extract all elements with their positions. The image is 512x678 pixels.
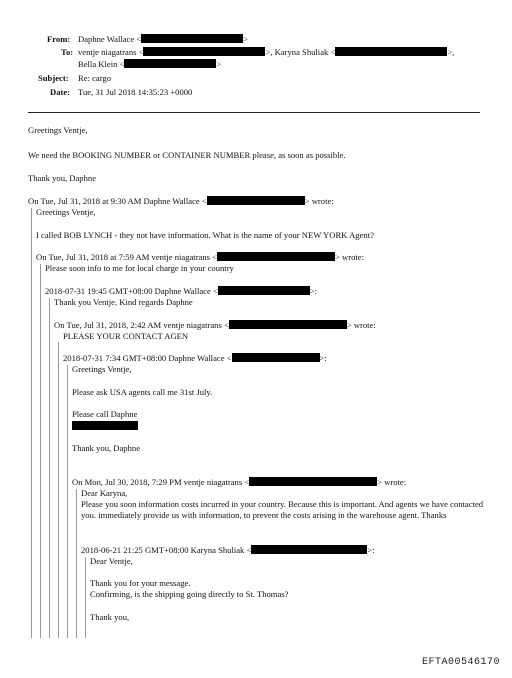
redacted-email xyxy=(335,47,447,56)
document-id: EFTA00546170 xyxy=(421,657,500,668)
quote-bar xyxy=(58,342,59,638)
subject-value: Re: cargo xyxy=(78,73,112,83)
quote-header: On Tue, Jul 31, 2018 at 7:59 AM ventje niagatrans < > wrote: xyxy=(36,252,364,262)
redacted-email xyxy=(249,477,377,486)
redacted-email xyxy=(232,353,320,362)
quote-header: On Tue, Jul 31, 2018, 2:42 AM ventje niagatrans < > wrote: xyxy=(54,320,376,330)
quote-header: 2018-07-31 19:45 GMT+08:00 Daphne Wallace < >: xyxy=(45,286,318,296)
from-line: Daphne Wallace < > xyxy=(78,34,249,44)
quote-bar xyxy=(85,557,86,638)
quote-text: I called BOB LYNCH - they not have information. What is the name of your NEW YORK Agent? xyxy=(36,230,374,240)
redacted-email xyxy=(124,59,216,68)
quote-header: 2018-06-21 21:25 GMT+08:00 Karyna Shuliak < >: xyxy=(81,545,375,555)
body-line: We need the BOOKING NUMBER or CONTAINER NUMBER please, as soon as possible. xyxy=(28,150,346,160)
quote-bar xyxy=(49,298,50,638)
quote-paragraph: Please you soon information costs incurred in your country. Because this is important. And agents we have contacted you. immediately provide us with information, to prevent the costs arising in the warehouse agent. Thanks xyxy=(81,499,484,520)
date-label: Date: xyxy=(50,87,71,97)
quote-bar xyxy=(67,365,68,638)
quote-greeting: Dear Karyna, xyxy=(81,488,128,498)
quote-text: Thank you Ventje, Kind regards Daphne xyxy=(54,297,193,307)
from-value: Daphne Wallace < xyxy=(78,34,142,44)
date-value: Tue, 31 Jul 2018 14:35:23 +0000 xyxy=(78,87,193,97)
quote-text: Please ask USA agents call me 31st July. xyxy=(72,387,213,397)
quote-text: Confirming, is the shipping going directly to St. Thomas? xyxy=(90,589,289,599)
quote-bar xyxy=(40,264,41,638)
to-line: ventje niagatrans < >, Karyna Shuliak < >, xyxy=(78,47,455,57)
quote-header: 2018-07-31 7:34 GMT+08:00 Daphne Wallace < >: xyxy=(63,353,327,363)
quote-header: On Tue, Jul 31, 2018 at 9:30 AM Daphne Wallace < > wrote: xyxy=(28,196,334,206)
quote-thanks: Thank you, Daphne xyxy=(72,443,141,453)
quote-header: On Mon, Jul 30, 2018, 7:29 PM ventje niagatrans < > wrote: xyxy=(72,477,407,487)
to-line-2: Bella Klein < > xyxy=(78,59,222,69)
quote-text: Please call Daphne xyxy=(72,409,138,419)
redacted-email xyxy=(217,252,335,261)
redacted-email xyxy=(229,320,347,329)
quote-greeting: Greetings Ventje, xyxy=(72,364,132,374)
quote-text: Please soon info to me for local charge in your country xyxy=(45,263,234,273)
redacted-email xyxy=(143,47,265,56)
redacted-email xyxy=(207,196,305,205)
to-label: To: xyxy=(61,47,74,57)
body-thanks: Thank you, Daphne xyxy=(28,173,97,183)
quote-text: Thank you for your message. xyxy=(90,578,191,588)
from-label: From: xyxy=(47,34,71,44)
subject-label: Subject: xyxy=(38,73,69,83)
quote-greeting: Dear Ventje, xyxy=(90,556,133,566)
quote-greeting: Greetings Ventje, xyxy=(36,207,96,217)
redacted-phone xyxy=(72,421,138,430)
redacted-email xyxy=(218,286,310,295)
redacted-email xyxy=(251,545,367,554)
redacted-email xyxy=(141,34,243,43)
header-divider xyxy=(28,112,480,113)
quote-text: PLEASE YOUR CONTACT AGEN xyxy=(63,331,189,341)
quote-thanks: Thank you, xyxy=(90,612,130,622)
quote-bar xyxy=(76,489,77,638)
quote-bar xyxy=(31,208,32,638)
body-greeting: Greetings Ventje, xyxy=(28,125,88,135)
